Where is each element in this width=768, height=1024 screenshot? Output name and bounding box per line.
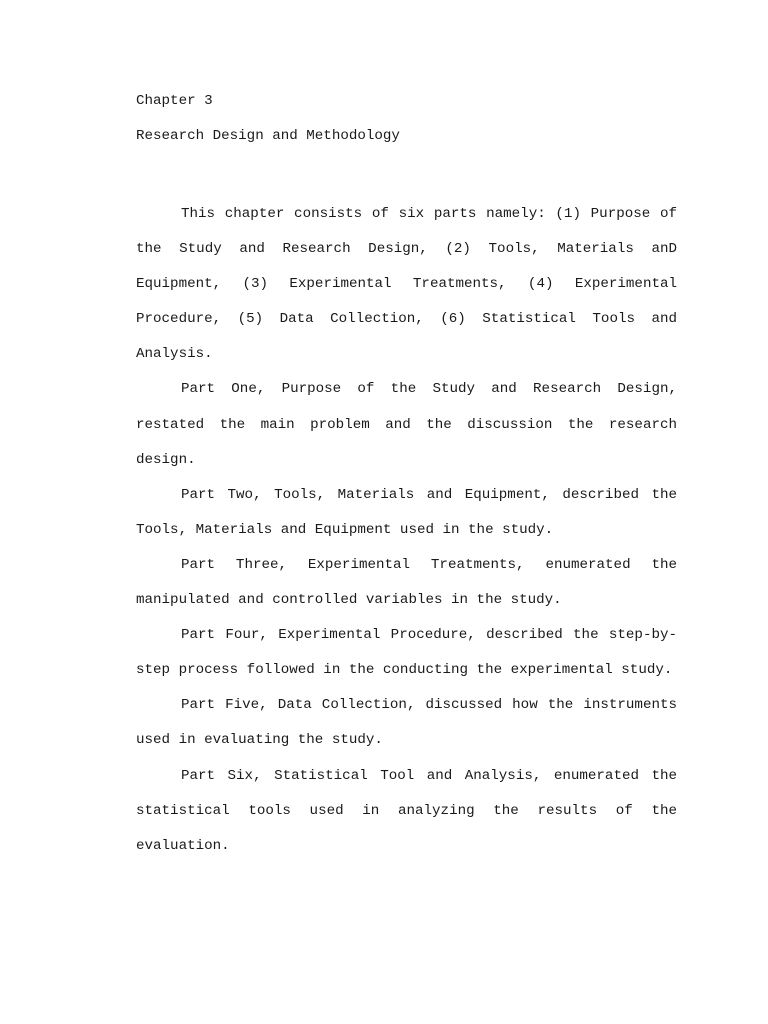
part-one-paragraph: Part One, Purpose of the Study and Research Design, restated the main problem and the discussion the research design. — [136, 381, 677, 468]
chapter-label: Chapter 3 — [136, 93, 213, 109]
part-six-paragraph: Part Six, Statistical Tool and Analysis, enumerated the statistical tools used in analyzing the results of the evaluation. — [136, 767, 677, 854]
part-three-paragraph: Part Three, Experimental Treatments, enumerated the manipulated and controlled variables in the study. — [136, 556, 677, 609]
chapter-title: Research Design and Methodology — [136, 128, 400, 144]
part-five-paragraph: Part Five, Data Collection, discussed how the instruments used in evaluating the study. — [136, 697, 677, 749]
part-four-paragraph: Part Four, Experimental Procedure, described the step-by-step process followed in the conducting the experimental study. — [136, 627, 677, 679]
chapter-body — [136, 197, 677, 864]
part-two-paragraph: Part Two, Tools, Materials and Equipment, described the Tools, Materials and Equipment used in the study. — [136, 486, 677, 538]
intro-paragraph: This chapter consists of six parts namely: (1) Purpose of the Study and Research Design, (2) Tools, Materials anD Equipment, (3) Experimental Treatments, (4) Experimental Procedure, (5) Data Collection, (6) Statistical Tools and Analysis. — [136, 206, 677, 363]
